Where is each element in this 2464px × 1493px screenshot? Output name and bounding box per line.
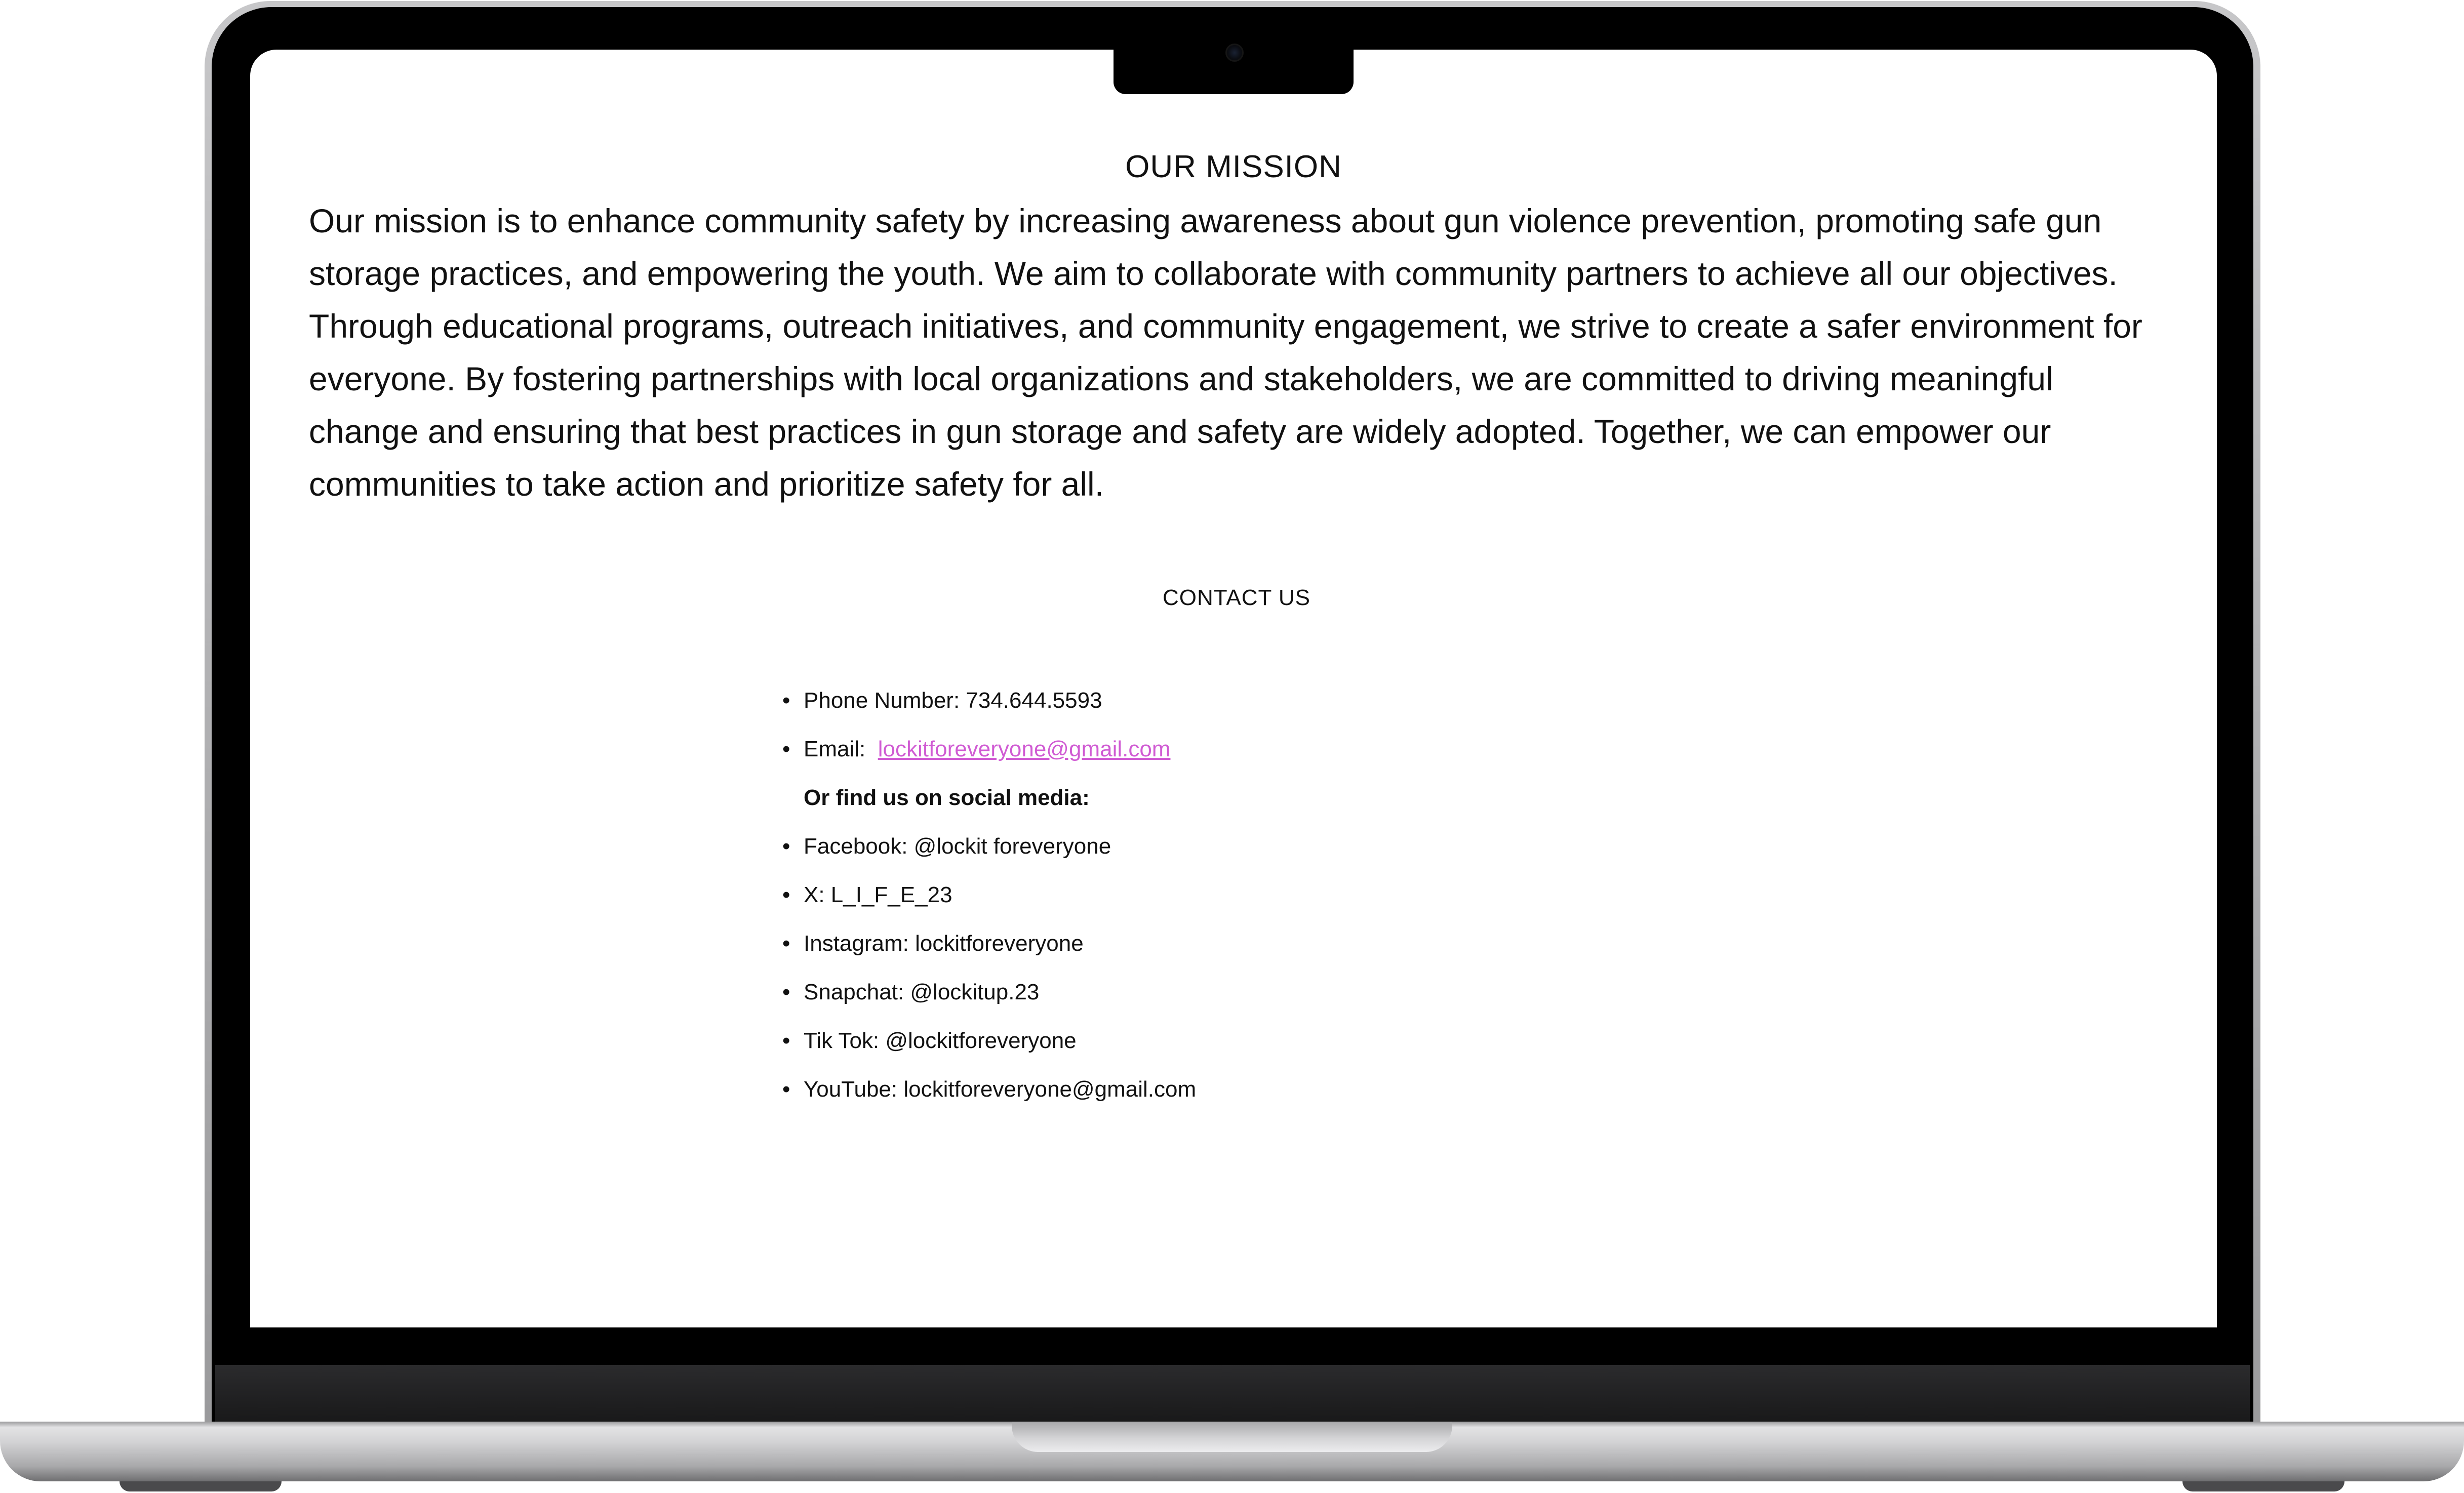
bullet-icon: • [782, 688, 790, 713]
bullet-icon: • [782, 1077, 790, 1102]
camera-icon [1225, 44, 1244, 62]
contact-item-phone [782, 676, 1196, 725]
laptop-thumb-notch [1012, 1422, 1452, 1452]
contact-item-x [782, 871, 1196, 919]
browser-viewport [250, 50, 2217, 1327]
bullet-icon: • [782, 737, 790, 761]
x-text: X: L_I_F_E_23 [804, 882, 952, 907]
bullet-icon: • [782, 834, 790, 859]
laptop-foot-left [120, 1481, 282, 1491]
email-label: Email: [804, 737, 866, 761]
bullet-icon: • [782, 882, 790, 907]
tiktok-text: Tik Tok: @lockitforeveryone [804, 1028, 1077, 1053]
bullet-icon: • [782, 1028, 790, 1053]
social-heading [782, 774, 1196, 822]
facebook-text: Facebook: @lockit foreveryone [804, 834, 1111, 859]
contact-item-facebook [782, 822, 1196, 871]
laptop-hinge [215, 1365, 2250, 1422]
contact-list [782, 676, 1196, 1114]
youtube-text: YouTube: lockitforeveryone@gmail.com [804, 1077, 1197, 1102]
contact-item-instagram [782, 919, 1196, 968]
contact-item-youtube [782, 1065, 1196, 1114]
contact-title: CONTACT US [1163, 585, 1310, 610]
mission-title: OUR MISSION [1125, 149, 1342, 184]
laptop-foot-right [2182, 1481, 2344, 1491]
phone-text: Phone Number: 734.644.5593 [804, 688, 1102, 713]
contact-item-tiktok [782, 1017, 1196, 1065]
mission-paragraph: Our mission is to enhance community safety by increasing awareness about gun violence prevention, promoting safe gun storage practices, and empowering the youth. We aim to collaborate with community partners to achieve all our objectives. Through educational programs, outreach initiatives, and community engagement, we strive to create a safer environment for everyone. By fostering partnerships with local organizations and stakeholders, we are committed to driving meaningful change and ensuring that best practices in gun storage and safety are widely adopted. Together, we can empower our communities to take action and prioritize safety for all. [309, 202, 2142, 503]
bullet-icon: • [782, 980, 790, 1004]
contact-item-email [782, 725, 1196, 774]
instagram-text: Instagram: lockitforeveryone [804, 931, 1084, 956]
bullet-icon: • [782, 931, 790, 956]
snapchat-text: Snapchat: @lockitup.23 [804, 980, 1040, 1004]
email-link[interactable]: lockitforeveryone@gmail.com [878, 737, 1171, 761]
social-heading-text: Or find us on social media: [804, 785, 1090, 810]
contact-item-snapchat [782, 968, 1196, 1017]
